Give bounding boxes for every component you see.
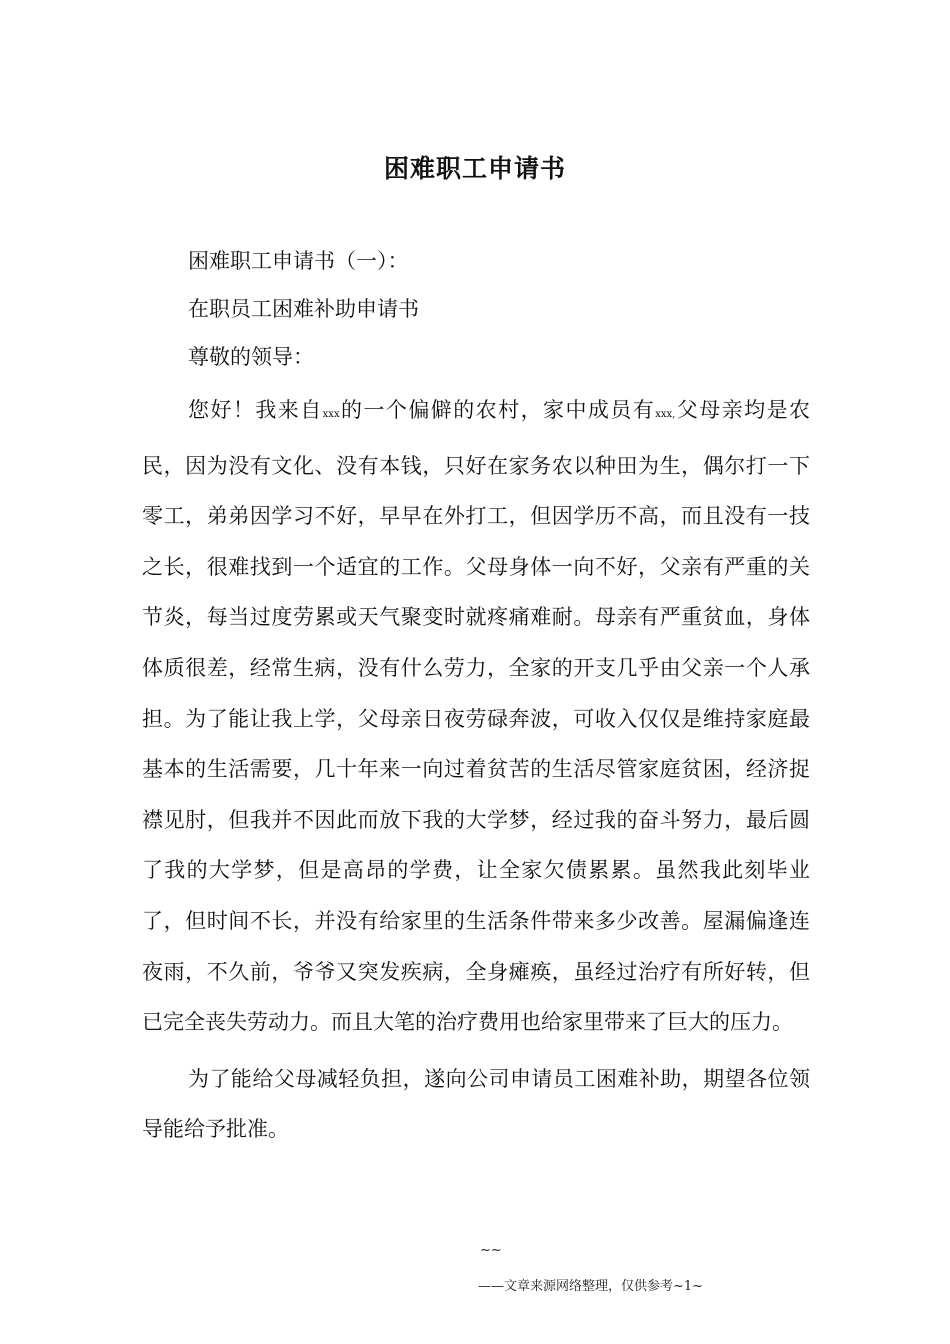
- paragraph-1: [142, 385, 810, 1048]
- document-paragraphs: [142, 385, 810, 1155]
- paragraph-1-part-b: 的一个偏僻的农村，家中成员有: [339, 398, 656, 422]
- placeholder-xxx: xxx: [322, 409, 340, 420]
- footer-mark: ~~: [480, 1243, 502, 1258]
- paragraph-1-part-a: 您好！我来自: [188, 398, 323, 422]
- salutation: 尊敬的领导：: [188, 345, 314, 369]
- heading-line: 困难职工申请书（一）：: [188, 249, 409, 273]
- paragraph-2: 为了能给父母减轻负担，遂向公司申请员工困难补助，期望各位领导能给予批准。: [142, 1066, 810, 1142]
- subheading-line: 在职员工困难补助申请书: [188, 297, 419, 321]
- document-body: [142, 237, 810, 381]
- document-title: 困难职工申请书: [383, 154, 566, 183]
- paragraph-1-part-c: 父母亲均是农民，因为没有文化、没有本钱，只好在家务农以种田为生，偶尔打一下零工，弟弟因学习不好，早早在外打工，但因学历不高，而且没有一技之长，很难找到一个适宜的工作。父母身体一向不好，父亲有严重的关节炎，每当过度劳累或天气聚变时就疼痛难耐。母亲有严重贫血，身体体质很差，经常生病，没有什么劳力，全家的开支几乎由父亲一个人承担。为了能让我上学，父母亲日夜劳碌奔波，可收入仅仅是维持家庭最基本的生活需要，几十年来一向过着贫苦的生活尽管家庭贫困，经济捉襟见肘，但我并不因此而放下我的大学梦，经过我的奋斗努力，最后圆了我的大学梦，但是高昂的学费，让全家欠债累累。虽然我此刻毕业了，但时间不长，并没有给家里的生活条件带来多少改善。屋漏偏逢连夜雨，不久前，爷爷又突发疾病，全身瘫痪，虽经过治疗有所好转，但已完全丧失劳动力。而且大笔的治疗费用也给家里带来了巨大的压力。: [142, 398, 811, 1035]
- footer-note: ——文章来源网络整理，仅供参考~1~: [478, 1279, 704, 1294]
- placeholder-xxx-2: xxx,: [655, 409, 676, 420]
